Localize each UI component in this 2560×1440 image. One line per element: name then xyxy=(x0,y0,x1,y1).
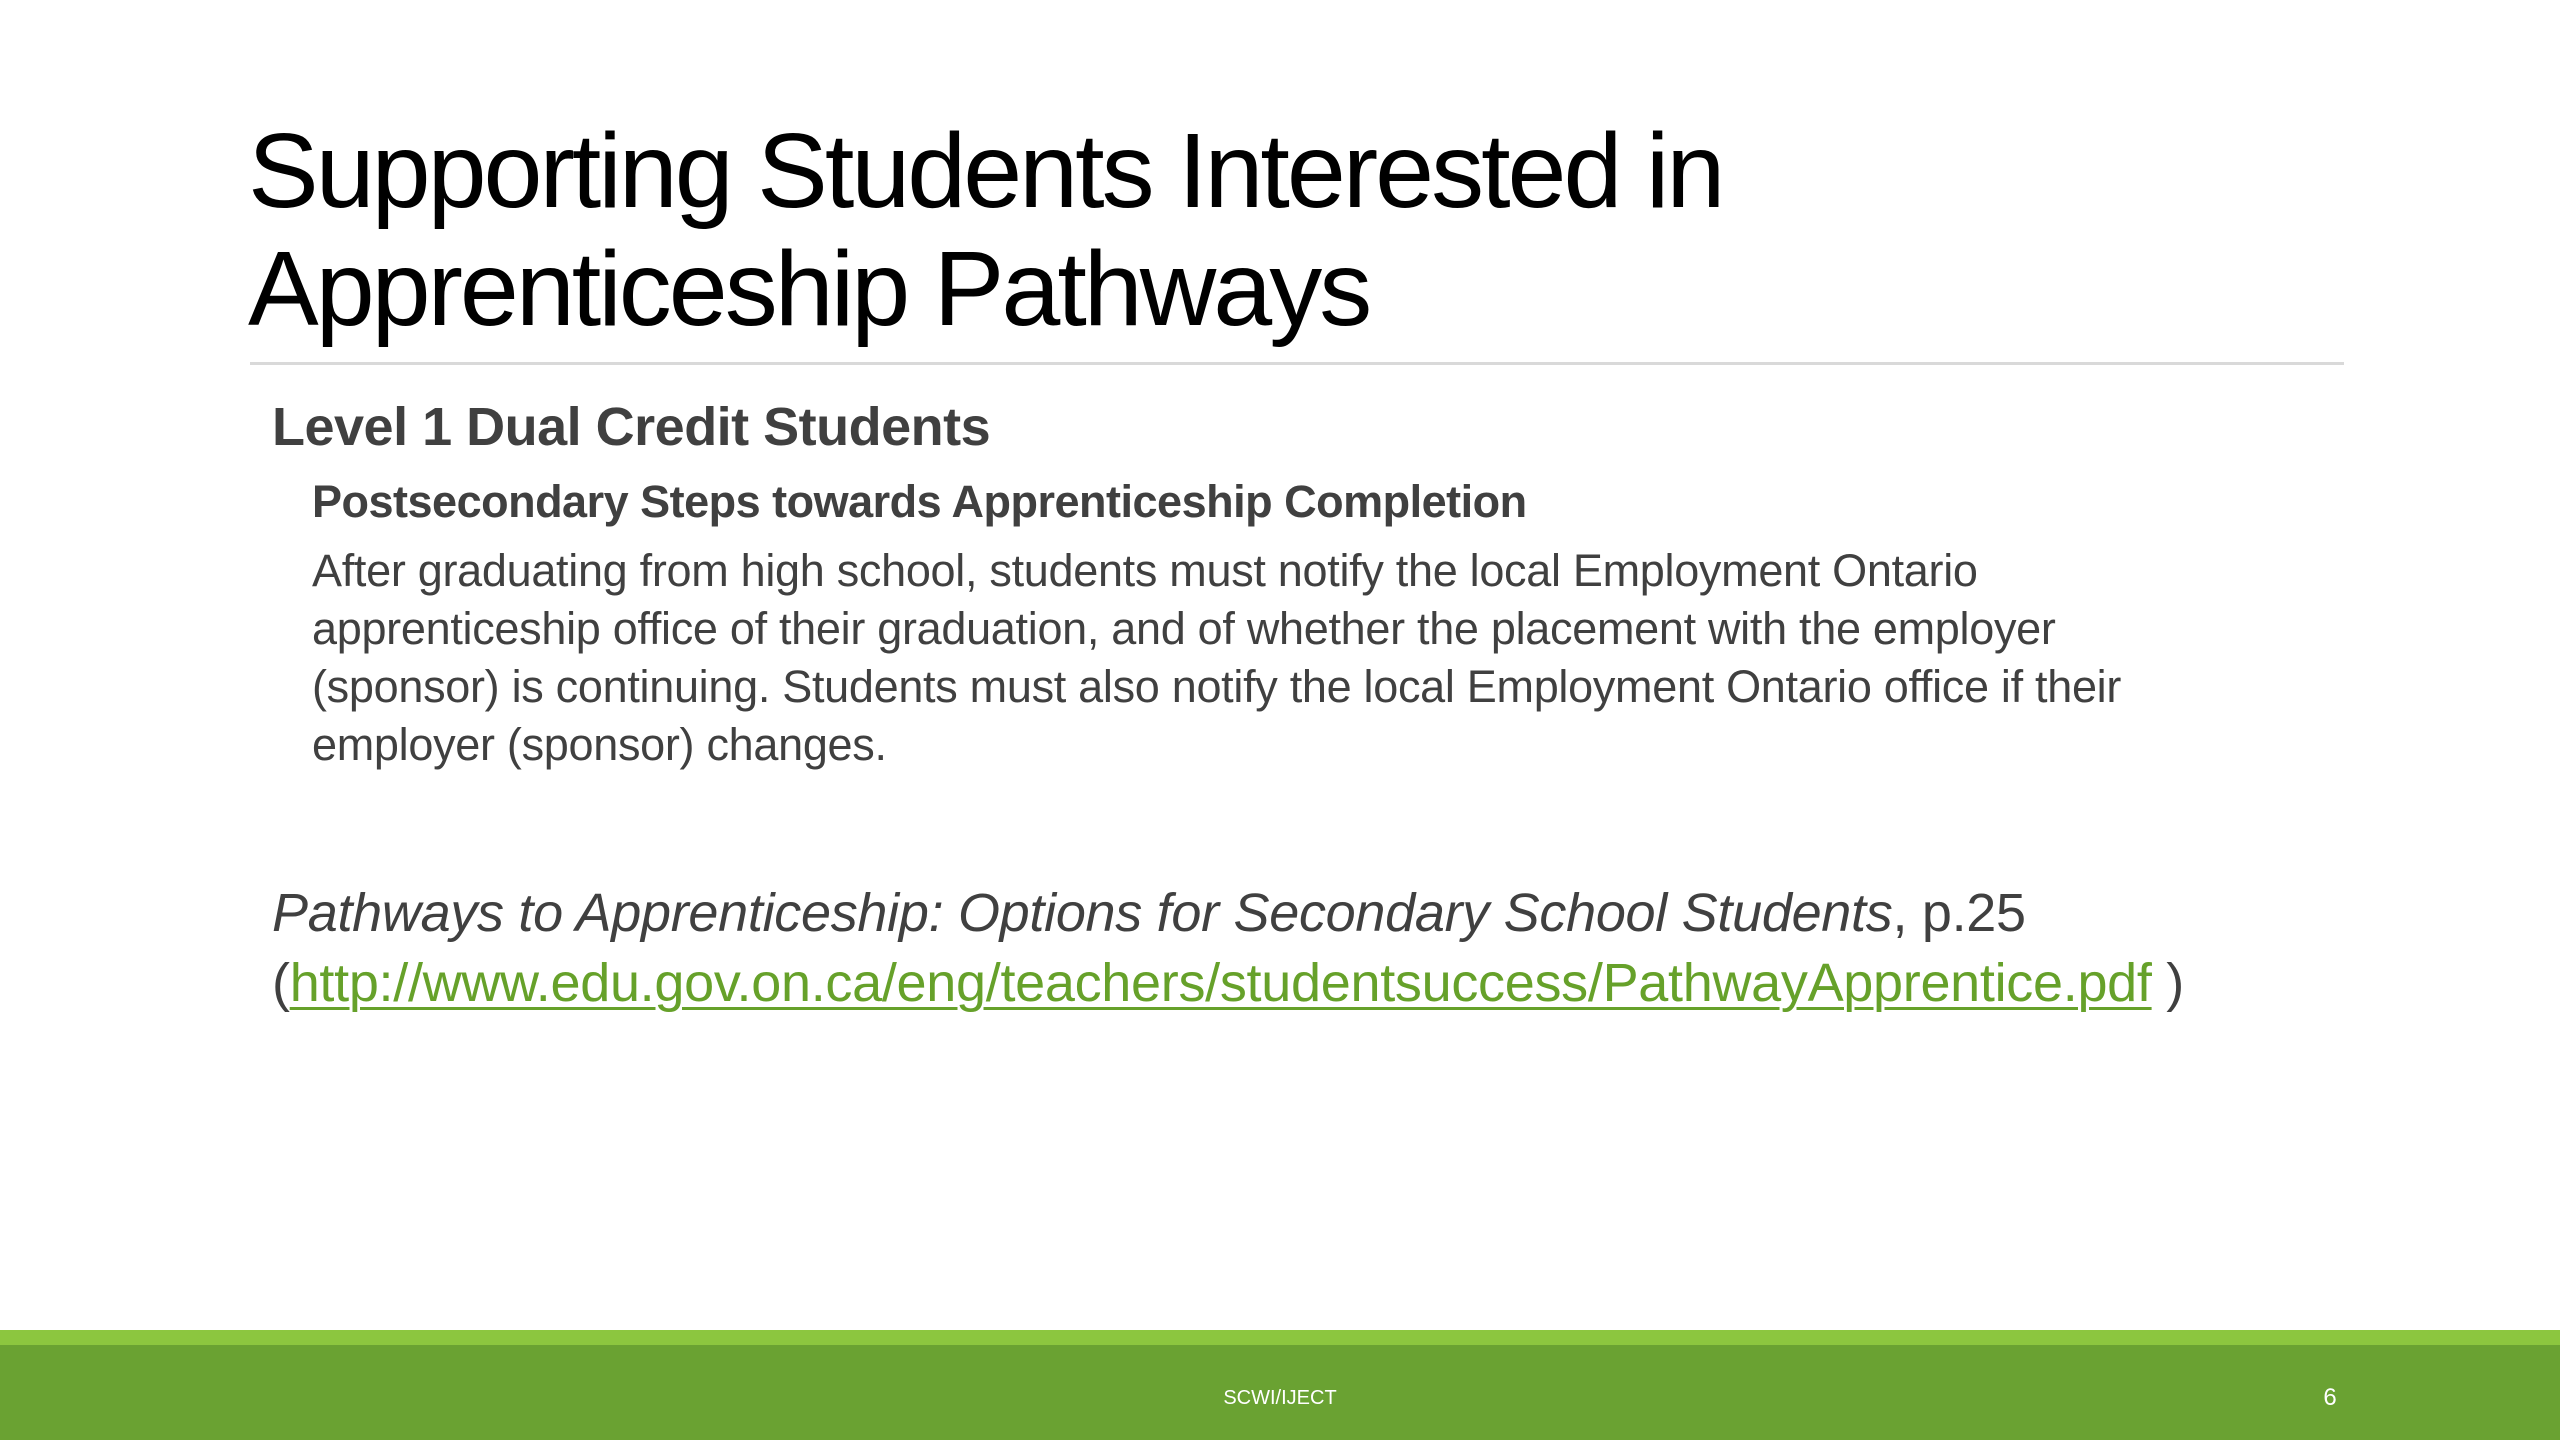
footer-accent-stripe xyxy=(0,1330,2560,1345)
body-line: employer (sponsor) changes. xyxy=(312,719,887,770)
citation-page: , p.25 xyxy=(1892,883,2026,943)
citation-close-paren: ) xyxy=(2151,953,2184,1013)
citation-title: Pathways to Apprenticeship: Options for Secondary School Students xyxy=(272,883,1893,943)
footer-band xyxy=(0,1330,2560,1440)
sub-section xyxy=(312,470,2532,774)
slide-title-line-1: Supporting Students Interested in xyxy=(248,112,1723,230)
body-line: (sponsor) is continuing. Students must also notify the local Employment Ontario office if their xyxy=(312,661,2122,712)
citation-open-paren: ( xyxy=(272,953,290,1013)
citation-line-1 xyxy=(272,878,2532,948)
slide-number: 6 xyxy=(2323,1384,2337,1411)
citation-line-2 xyxy=(272,948,2532,1018)
citation-link[interactable]: http://www.edu.gov.on.ca/eng/teachers/studentsuccess/PathwayApprentice.pdf xyxy=(289,953,2152,1013)
body-line: apprenticeship office of their graduation, and of whether the placement with the employer xyxy=(312,603,2056,654)
body-line: After graduating from high school, students must notify the local Employment Ontario xyxy=(312,545,1978,596)
slide-title-line-2: Apprenticeship Pathways xyxy=(248,230,1370,348)
slide-content xyxy=(272,392,2532,1018)
body-paragraph xyxy=(312,542,2432,774)
title-divider xyxy=(250,362,2344,365)
level-heading: Level 1 Dual Credit Students xyxy=(272,397,991,457)
slide-title xyxy=(248,112,2348,348)
citation xyxy=(272,878,2532,1018)
footer-text: SCWI/IJECT xyxy=(1223,1387,1337,1409)
sub-heading: Postsecondary Steps towards Apprenticeship Completion xyxy=(312,476,1527,527)
